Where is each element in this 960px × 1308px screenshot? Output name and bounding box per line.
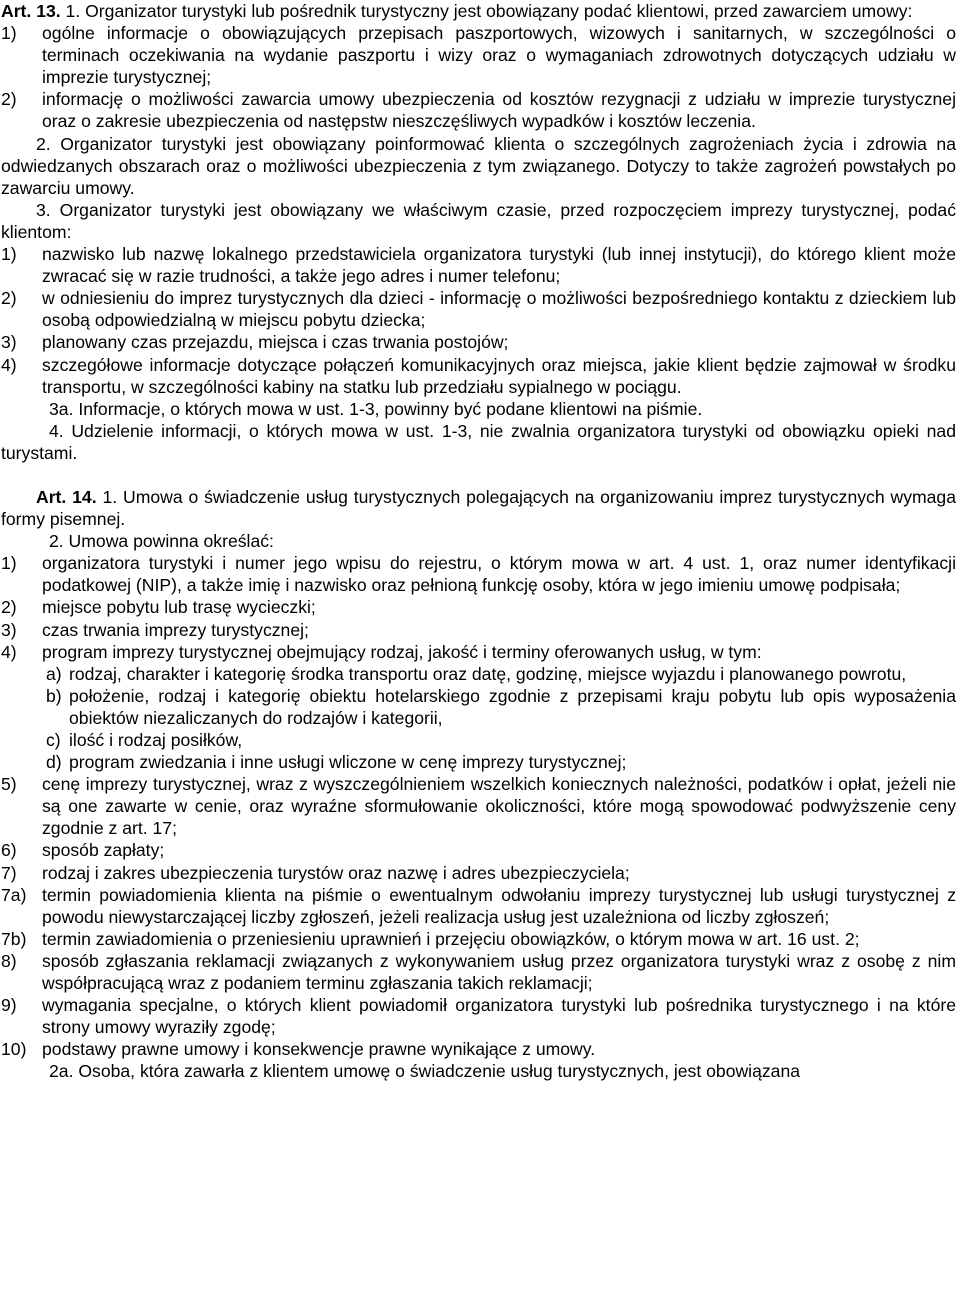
art14-p2-list [1, 552, 956, 1060]
list-item [1, 773, 956, 839]
art13-p2-num: 2. [36, 133, 51, 154]
list-item [1, 287, 956, 331]
art13-p2-text: Organizator turystyki jest obowiązany poinformować klienta o szczególnych zagrożeniach życia i zdrowia na odwiedzanych obszarach oraz o możliwości ubezpieczenia z tym związanego. Dotyczy to także zagrożeń powstałych po zawarciu umowy. [1, 133, 957, 198]
list-item [1, 641, 956, 663]
list-item-text: informację o możliwości zawarcia umowy ubezpieczenia od kosztów rezygnacji z udziału w imprezie turystycznej oraz o zakresie ubezpieczenia od następstw nieszczęśliwych wypadków i kosztów leczenia. [42, 89, 956, 132]
list-item [1, 862, 956, 884]
sub-list-item [1, 729, 956, 751]
list-item-text: planowany czas przejazdu, miejsca i czas trwania postojów; [42, 332, 509, 353]
list-item-text: termin powiadomienia klienta na piśmie o ewentualnym odwołaniu imprezy turystycznej lub usługi turystycznej z powodu niewystarczającej liczby zgłoszeń, jeżeli realizacja usług jest uzależniona od liczby zgłoszeń; [42, 884, 956, 927]
art14-heading: Art. 14. [36, 486, 97, 507]
list-item-text: czas trwania imprezy turystycznej; [42, 619, 309, 640]
list-item-text: sposób zgłaszania reklamacji związanych z wykonywaniem usług przez organizatora turystyki wraz z osobę z nim współpracującą wraz z podaniem terminu zgłaszania takich reklamacji; [42, 950, 956, 994]
list-item [1, 950, 956, 994]
art13-p1-text: Organizator turystyki lub pośrednik turystyczny jest obowiązany podać klientowi, przed zawarciem umowy: [85, 1, 913, 21]
list-item [1, 619, 956, 641]
list-item-number: 4) [1, 354, 17, 375]
list-item [1, 331, 956, 353]
art13-p1-list [1, 22, 956, 132]
sub-list-item-text: ilość i rodzaj posiłków, [69, 730, 243, 750]
art13-p3-text: Organizator turystyki jest obowiązany we właściwym czasie, przed rozpoczęciem imprezy turystycznej, podać klientom: [1, 199, 956, 242]
list-item-number: 8) [1, 950, 17, 971]
list-item [1, 1038, 956, 1060]
art14-p1-text: Umowa o świadczenie usług turystycznych polegających na organizowaniu imprez turystycznych wymaga formy pisemnej. [1, 486, 956, 530]
sub-list-item [1, 751, 956, 773]
art13-heading: Art. 13. [1, 1, 61, 21]
sub-list-item [1, 663, 956, 685]
sub-list-item-letter: b) [46, 685, 62, 706]
list-item-number: 4) [1, 641, 17, 662]
list-item-number: 7) [1, 862, 17, 883]
list-item-number: 9) [1, 995, 17, 1016]
list-item [1, 994, 956, 1038]
art13-p4: 4. Udzielenie informacji, o których mowa w ust. 1-3, nie zwalnia organizatora turystyki od obowiązku opieki nad turystami. [1, 420, 956, 463]
list-item [1, 88, 956, 132]
list-item-text: cenę imprezy turystycznej, wraz z wyszczególnieniem wszelkich koniecznych należności, podatków i opłat, jeżeli nie są one zawarte w cenie, oraz wyraźne sformułowanie okoliczności, które mogą spowodować podwyższenie ceny zgodnie z art. 17; [42, 774, 956, 839]
art13-p1 [1, 0, 956, 22]
sub-list-item-letter: d) [46, 752, 62, 773]
list-item-text: wymagania specjalne, o których klient powiadomił organizatora turystyki lub pośrednika turystycznego i na które strony umowy wyraziły zgodę; [42, 995, 956, 1038]
section-spacer [1, 464, 956, 486]
list-item-number: 1) [1, 553, 17, 574]
art13-p3a: 3a. Informacje, o których mowa w ust. 1-3, powinny być podane klientowi na piśmie. [49, 398, 703, 419]
list-item-text: ogólne informacje o obowiązujących przepisach paszportowych, wizowych i sanitarnych, w szczególności o terminach oczekiwania na wydanie paszportu i wizy oraz o wymaganiach zdrowotnych dotyczących udziału w imprezie turystycznej; [42, 23, 956, 88]
list-item-text: miejsce pobytu lub trasę wycieczki; [42, 597, 316, 618]
sub-list-item-text: położenie, rodzaj i kategorię obiektu hotelarskiego zgodnie z przepisami kraju pobytu lub opis wyposażenia obiektów niezaliczanych do rodzajów i kategorii, [69, 685, 956, 728]
list-item-text: program imprezy turystycznej obejmujący rodzaj, jakość i terminy oferowanych usług, w tym: [42, 641, 762, 662]
list-item [1, 552, 956, 596]
list-item-text: rodzaj i zakres ubezpieczenia turystów oraz nazwę i adres ubezpieczyciela; [42, 862, 630, 883]
list-item-text: organizatora turystyki i numer jego wpisu do rejestru, o którym mowa w art. 4 ust. 1, oraz numer identyfikacji podatkowej (NIP), a także imię i nazwisko oraz pełnioną funkcję osoby, która w jego imieniu umowę podpisała; [42, 553, 956, 596]
list-item-number: 1) [1, 23, 17, 44]
list-item-number: 7a) [1, 884, 27, 905]
sub-list-item-letter: c) [46, 730, 61, 750]
list-item [1, 596, 956, 618]
list-item-number: 7b) [1, 928, 27, 949]
list-item-number: 2) [1, 288, 17, 309]
list-item [1, 243, 956, 287]
art13-p1-num: 1. [65, 1, 81, 21]
list-item-text: sposób zapłaty; [42, 840, 165, 861]
art13-p3-list [1, 243, 956, 398]
list-item [1, 839, 956, 861]
art13-p3 [1, 199, 956, 243]
list-item-number: 2) [1, 89, 17, 110]
art14-p2: 2. Umowa powinna określać: [49, 531, 274, 552]
list-item [1, 22, 956, 88]
sub-list-item [1, 685, 956, 729]
list-item-text: termin zawiadomienia o przeniesieniu uprawnień i przejęciu obowiązków, o którym mowa w art. 16 ust. 2; [42, 928, 860, 949]
sub-list-item-text: program zwiedzania i inne usługi wliczone w cenę imprezy turystycznej; [69, 752, 627, 773]
list-item-number: 3) [1, 332, 17, 353]
art13-p2 [1, 133, 956, 199]
list-item-number: 10) [1, 1039, 27, 1060]
list-item-text: szczegółowe informacje dotyczące połączeń komunikacyjnych oraz miejsca, jakie klient będzie zajmował w środku transportu, w szczególności kabiny na statku lub przedziału sypialnego w pociągu. [42, 354, 956, 397]
art14-p2a: 2a. Osoba, która zawarła z klientem umowę o świadczenie usług turystycznych, jest obowiązana [49, 1061, 801, 1082]
list-item [1, 884, 956, 928]
list-item-text: w odniesieniu do imprez turystycznych dla dzieci - informację o możliwości bezpośredniego kontaktu z dzieckiem lub osobą odpowiedzialną w miejscu pobytu dziecka; [42, 288, 956, 331]
list-item-text: nazwisko lub nazwę lokalnego przedstawiciela organizatora turystyki (lub innej instytucji), do którego klient może zwracać się w razie trudności, a także jego adres i numer telefonu; [42, 244, 956, 287]
list-item-text: podstawy prawne umowy i konsekwencje prawne wynikające z umowy. [42, 1039, 596, 1060]
list-item-number: 2) [1, 597, 17, 618]
sub-list-item-letter: a) [46, 663, 62, 684]
list-item-number: 6) [1, 840, 17, 861]
list-item [1, 928, 956, 950]
art14-p1 [1, 486, 956, 530]
art13-p3-num: 3. [36, 199, 51, 220]
art14-p1-num: 1. [102, 486, 118, 507]
list-item-number: 5) [1, 774, 17, 795]
list-item [1, 354, 956, 398]
list-item-number: 1) [1, 244, 17, 265]
sub-list-item-text: rodzaj, charakter i kategorię środka transportu oraz datę, godzinę, miejsce wyjazdu i planowanego powrotu, [69, 663, 907, 684]
list-item-number: 3) [1, 619, 17, 640]
